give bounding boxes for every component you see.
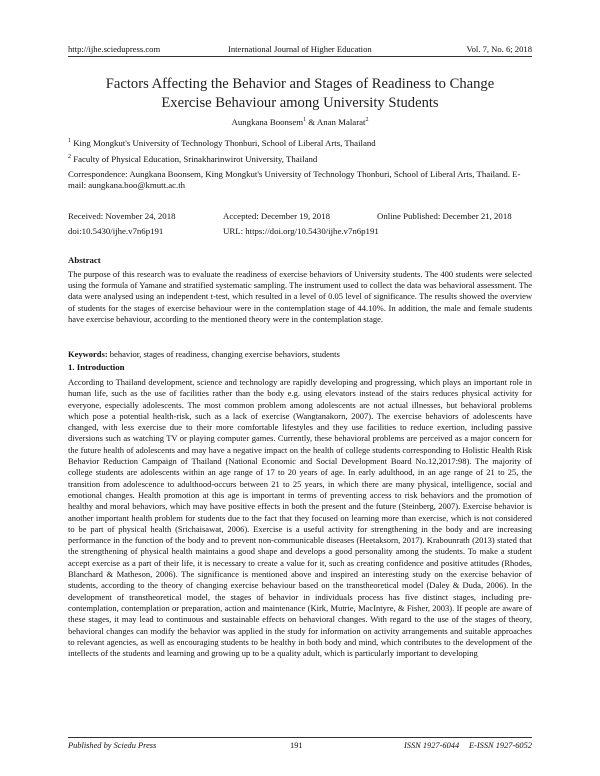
affiliation-1 (68, 138, 532, 149)
keywords-label: Keywords: (68, 349, 108, 359)
intro-heading: 1. Introduction (68, 362, 125, 372)
page-number: 191 (290, 741, 303, 750)
online-date: Online Published: December 21, 2018 (377, 211, 512, 221)
pub-dates (68, 211, 532, 223)
keywords (68, 349, 532, 359)
author-2: & Anan Malarat (306, 117, 366, 127)
pub-identifiers (68, 226, 532, 238)
title-line-2: Exercise Behaviour among University Students (161, 95, 439, 111)
affiliation-2-text: Faculty of Physical Education, Srinakharinwirot University, Thailand (71, 154, 318, 164)
accepted-date: Accepted: December 19, 2018 (223, 211, 330, 221)
paper-title (68, 75, 532, 113)
issn: ISSN 1927-6044 (404, 741, 460, 750)
author-2-affil: 2 (365, 117, 369, 124)
author-1-affil: 1 (303, 117, 307, 124)
running-footer (68, 737, 532, 752)
volume-issue: Vol. 7, No. 6; 2018 (466, 44, 532, 54)
eissn: E-ISSN 1927-6052 (468, 741, 532, 750)
correspondence: Correspondence: Aungkana Boonsem, King Mongkut's University of Technology Thonburi, School of Liberal Arts, Thailand. E-mail: aungkana.boo@kmutt.ac.th (68, 169, 521, 190)
received-date: Received: November 24, 2018 (68, 211, 176, 221)
keywords-text: behavior, stages of readiness, changing exercise behaviors, students (107, 349, 340, 359)
running-header (68, 44, 532, 57)
intro-text: According to Thailand development, science and technology are rapidly developing and progressing, which plays an important role in human life, such as the use of facilities rather than the body e.g. using elevators instead of the stairs reduces physical activity for everyone, especially adolescents. The most common problem among adolescents are not actual illnesses, but behavioral problems which pose a potential health-risk, such as a lack of exercise (Wangtanakorn, 2007). The exercise behaviors of adolescents have changed, with less exercise due to their more comfortable lifestyles and they use facilities to reduce exertion, including passive diversions such as watching TV or playing computer games. Currently, these behavioral problems are perceived as a major concern for the future health of adolescents and may have a negative impact on the health of college students corresponding to Holistic Health Risk Behavior Reduction Campaign of Thailand (National Economic and Social Development Board No.12,2017:98). The majority of college students are adolescents within an age range of 17 to 20 years of age. In early adulthood, in an age range of 21 to 25, the transition from adolescence to adulthood-occurs between 21 to 25 years, in which there are many physical, intelligence, social and emotional changes. Health promotion at this age is important in terms of preventing access to risk behaviors and the promotion of healthy and moral behaviors, which may have positive effects in both the present and the future (Steinberg, 2007). Exercise behavior is another important health problem for students due to the fact that they focused on learning more than exercise, which is not considered to be part of physical health (Srichaisawat, 2006). Exercise is a useful activity for strengthening in the body and are increasing performance in the function of the body and to prevent non-communicable diseases (Heetaksorn, 2017). Krabounrath (2013) stated that the strengthening of physical health maintains a good shape and develops a good personality among the students. To make a student accept exercise as a part of their life, it is necessary to create a value for it, such as creating confidence and positive attitudes (Rhodes, Blanchard & Matheson, 2006). The significance is mentioned above and inspired an interesting study on the exercise behavior of students, according to the theory of changing exercise behaviour based on the transtheoretical model (Daley & Duda, 2006). In the development of transtheoretical model, the stages of behavior in individuals process has five distinct stages, including pre-contemplation, contemplation or preparation, action and maintenance (Kirk, Mutrie, MacIntyre, & Fisher, 2003). If people are aware of these stages, it may lead to continuous and sustainable effects on behavioral changes. With regard to the use of the stages of theory, behavioral changes can modify the behavior was applied in the study for information on activity arrangements and suitable approaches to relevant agencies, as well as encouraging students to be healthy in both body and mind, which contributes to the development of the intellects of the students and learning and growing up to be a quality adult, which is particularly important to developing (68, 377, 532, 659)
abstract-text: The purpose of this research was to evaluate the readiness of exercise behaviors of University students. The 400 students were selected using the formula of Yamane and stratified systematic sampling. The instrument used to collect the data was behavioral assessment. The data were analysed using an independent t-test, which resulted in a level of 0.05 level of significance. The results showed the overview of students for the stages of exercise behaviour were in the contemplation stage of 44.10%. In addition, the male and female students have exercise behaviour, according to the mentioned theory were in the contemplation stage. (68, 269, 532, 324)
affiliation-2 (68, 154, 532, 165)
affiliation-1-num: 1 (68, 138, 71, 145)
author-1: Aungkana Boonsem (231, 117, 304, 127)
title-line-1: Factors Affecting the Behavior and Stages of Readiness to Change (105, 76, 495, 92)
affiliation-1-text: King Mongkut's University of Technology Thonburi, School of Liberal Arts, Thailand (71, 138, 376, 148)
journal-name: International Journal of Higher Education (228, 44, 372, 54)
doi-url[interactable]: URL: https://doi.org/10.5430/ijhe.v7n6p191 (223, 226, 379, 236)
affiliation-2-num: 2 (68, 154, 71, 161)
abstract-heading: Abstract (68, 255, 101, 265)
journal-url[interactable]: http://ijhe.sciedupress.com (68, 44, 161, 54)
author-list (68, 117, 532, 127)
doi[interactable]: doi:10.5430/ijhe.v7n6p191 (68, 226, 164, 236)
publisher: Published by Sciedu Press (68, 741, 157, 750)
